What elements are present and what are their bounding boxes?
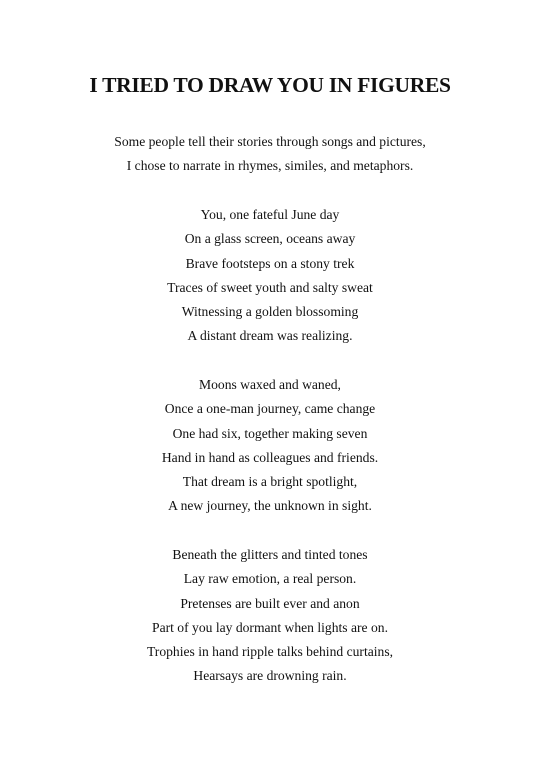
poem-line: Beneath the glitters and tinted tones xyxy=(172,547,368,562)
poem-line: One had six, together making seven xyxy=(172,425,368,441)
poem-line: Hearsays are drowning rain. xyxy=(193,668,347,684)
poem-line: You, one fateful June day xyxy=(200,207,340,222)
poem-line: Lay raw emotion, a real person. xyxy=(183,571,357,587)
stanza-4 xyxy=(0,543,540,689)
stanza-3 xyxy=(0,373,540,519)
poem-title: I TRIED TO DRAW YOU IN FIGURES xyxy=(89,73,451,97)
poem-line: I chose to narrate in rhymes, similes, and metaphors. xyxy=(126,158,414,174)
poem-line: A distant dream was realizing. xyxy=(187,328,353,344)
poem-line: Traces of sweet youth and salty sweat xyxy=(167,279,373,295)
stanza-1 xyxy=(0,130,540,179)
poem-line: Witnessing a golden blossoming xyxy=(181,304,359,320)
poem-line: A new journey, the unknown in sight. xyxy=(168,498,372,514)
poem-line: Moons waxed and waned, xyxy=(199,377,341,392)
poem-line: On a glass screen, oceans away xyxy=(184,231,356,247)
poem-line: Once a one-man journey, came change xyxy=(164,401,376,417)
poem-line: Part of you lay dormant when lights are on. xyxy=(152,619,388,635)
poem-line: That dream is a bright spotlight, xyxy=(182,474,358,490)
poem-line: Pretenses are built ever and anon xyxy=(180,595,360,611)
poem-line: Brave footsteps on a stony trek xyxy=(185,255,355,271)
poem-line: Hand in hand as colleagues and friends. xyxy=(161,449,379,465)
stanza-2 xyxy=(0,203,540,349)
poem-line: Trophies in hand ripple talks behind curtains, xyxy=(146,644,394,660)
poem-line: Some people tell their stories through songs and pictures, xyxy=(114,134,426,149)
